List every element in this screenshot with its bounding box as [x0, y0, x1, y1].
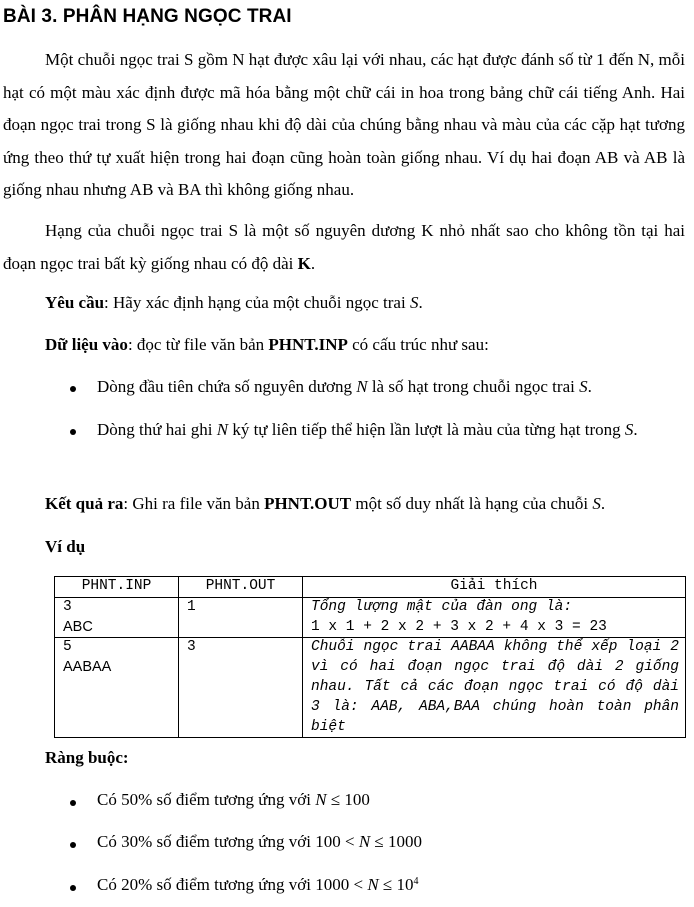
requirement-var: S [409, 293, 419, 312]
cell-explain [303, 638, 686, 738]
rank-k: K [297, 253, 311, 273]
example-heading [45, 537, 85, 557]
bullet-icon [68, 792, 78, 812]
example-table [54, 576, 686, 738]
cell-line: 5 [63, 639, 72, 656]
constraint-text: ≤ 10 [378, 875, 414, 894]
output-var: S [592, 494, 601, 513]
rank-definition [3, 215, 685, 280]
bullet-text: Dòng đầu tiên chứa số nguyên dương [97, 377, 357, 396]
input-file: PHNT.INP [268, 335, 348, 354]
constraint-exponent: 4 [413, 876, 419, 887]
input-bullet-2 [97, 411, 685, 448]
bullet-var: S [579, 377, 588, 396]
table-row [55, 638, 686, 738]
constraint-var: N [367, 875, 379, 894]
bullet-text: . [633, 420, 638, 439]
problem-title: BÀI 3. PHÂN HẠNG NGỌC TRAI [3, 6, 292, 27]
rank-end: . [310, 253, 316, 273]
bullet-icon [68, 378, 78, 398]
constraint-var: N [358, 832, 371, 851]
output-line [45, 494, 605, 514]
constraint-text: Có 20% số điểm tương ứng với 1000 < [97, 875, 368, 894]
cell-out: 1 [179, 597, 303, 638]
constraint-text: ≤ 1000 [370, 832, 422, 851]
constraint-1 [97, 790, 370, 810]
cell-line: 1 x 1 + 2 x 2 + 3 x 2 + 4 x 3 = 23 [311, 618, 607, 635]
cell-explain [303, 597, 686, 638]
input-label: Dữ liệu vào [45, 335, 128, 354]
constraint-3 [97, 875, 419, 895]
bullet-icon [68, 834, 78, 854]
bullet-icon [68, 877, 78, 897]
output-text-end: một số duy nhất là hạng của chuỗi [351, 494, 593, 513]
requirement-end: . [418, 293, 423, 312]
cell-line: ABC [63, 618, 93, 635]
bullet-icon [68, 421, 78, 441]
requirement-text: : Hãy xác định hạng của một chuỗi ngọc trai [104, 293, 410, 312]
input-bullet-1 [97, 368, 685, 405]
bullet-text: Dòng thứ hai ghi [97, 420, 217, 439]
cell-out: 3 [179, 638, 303, 738]
bullet-text: . [587, 377, 592, 396]
cell-inp [55, 597, 179, 638]
constraint-var: N [315, 790, 327, 809]
cell-line: 3 [63, 598, 72, 615]
cell-line: AABAA [63, 659, 112, 676]
header-explain: Giải thích [303, 577, 686, 598]
bullet-var: N [216, 420, 229, 439]
example-label: Ví dụ [45, 537, 86, 556]
bullet-var: N [356, 377, 368, 396]
cell-line: Chuỗi ngọc trai AABAA không thể xếp loại 2 vì có hai đoạn ngọc trai độ dài 2 giống nhau. Tất cả các đoạn ngọc trai có độ dài 3 là: AAB, ABA,BAA chúng hoàn toàn phân biệt [311, 639, 679, 735]
bullet-text: là số hạt trong chuỗi ngọc trai [367, 377, 580, 396]
requirement-line [45, 293, 423, 313]
constraint-text: Có 30% số điểm tương ứng với 100 < [97, 832, 359, 851]
constraint-text: ≤ 100 [326, 790, 370, 809]
constraint-text: Có 50% số điểm tương ứng với [97, 790, 316, 809]
bullet-var: S [624, 420, 634, 439]
input-text-end: có cấu trúc như sau: [347, 335, 489, 354]
constraint-2 [97, 832, 422, 852]
constraints-label: Ràng buộc: [45, 748, 129, 767]
bullet-text: ký tự liên tiếp thể hiện lần lượt là màu của từng hạt trong [228, 420, 625, 439]
rank-text: Hạng của chuỗi ngọc trai S là một số nguyên dương K nhỏ nhất sao cho không tồn tại hai đoạn ngọc trai bất kỳ giống nhau có độ dài [3, 221, 685, 273]
output-label: Kết quả ra [45, 494, 124, 513]
header-out: PHNT.OUT [179, 577, 303, 598]
input-line [45, 335, 489, 355]
output-end: . [600, 494, 606, 513]
output-file: PHNT.OUT [264, 494, 352, 513]
output-text: : Ghi ra file văn bản [123, 494, 265, 513]
header-inp: PHNT.INP [55, 577, 179, 598]
intro-paragraph [3, 44, 685, 207]
intro-text: Một chuỗi ngọc trai S gồm N hạt được xâu lại với nhau, các hạt được đánh số từ 1 đến N, mỗi hạt có một màu xác định được mã hóa bằng một chữ cái in hoa trong bảng chữ cái tiếng Anh. Hai đoạn ngọc trai trong S là giống nhau khi độ dài của chúng bằng nhau và màu của các cặp hạt tương ứng theo thứ tự xuất hiện trong hai đoạn cũng hoàn toàn giống nhau. Ví dụ hai đoạn AB và AB là giống nhau nhưng AB và BA thì không giống nhau. [3, 50, 685, 199]
constraints-heading [45, 748, 129, 768]
input-text: : đọc từ file văn bản [127, 335, 269, 354]
table-row [55, 597, 686, 638]
table-header-row [55, 577, 686, 598]
cell-line: Tổng lượng mật của đàn ong là: [311, 598, 573, 615]
cell-inp [55, 638, 179, 738]
requirement-label: Yêu cầu [45, 293, 105, 312]
